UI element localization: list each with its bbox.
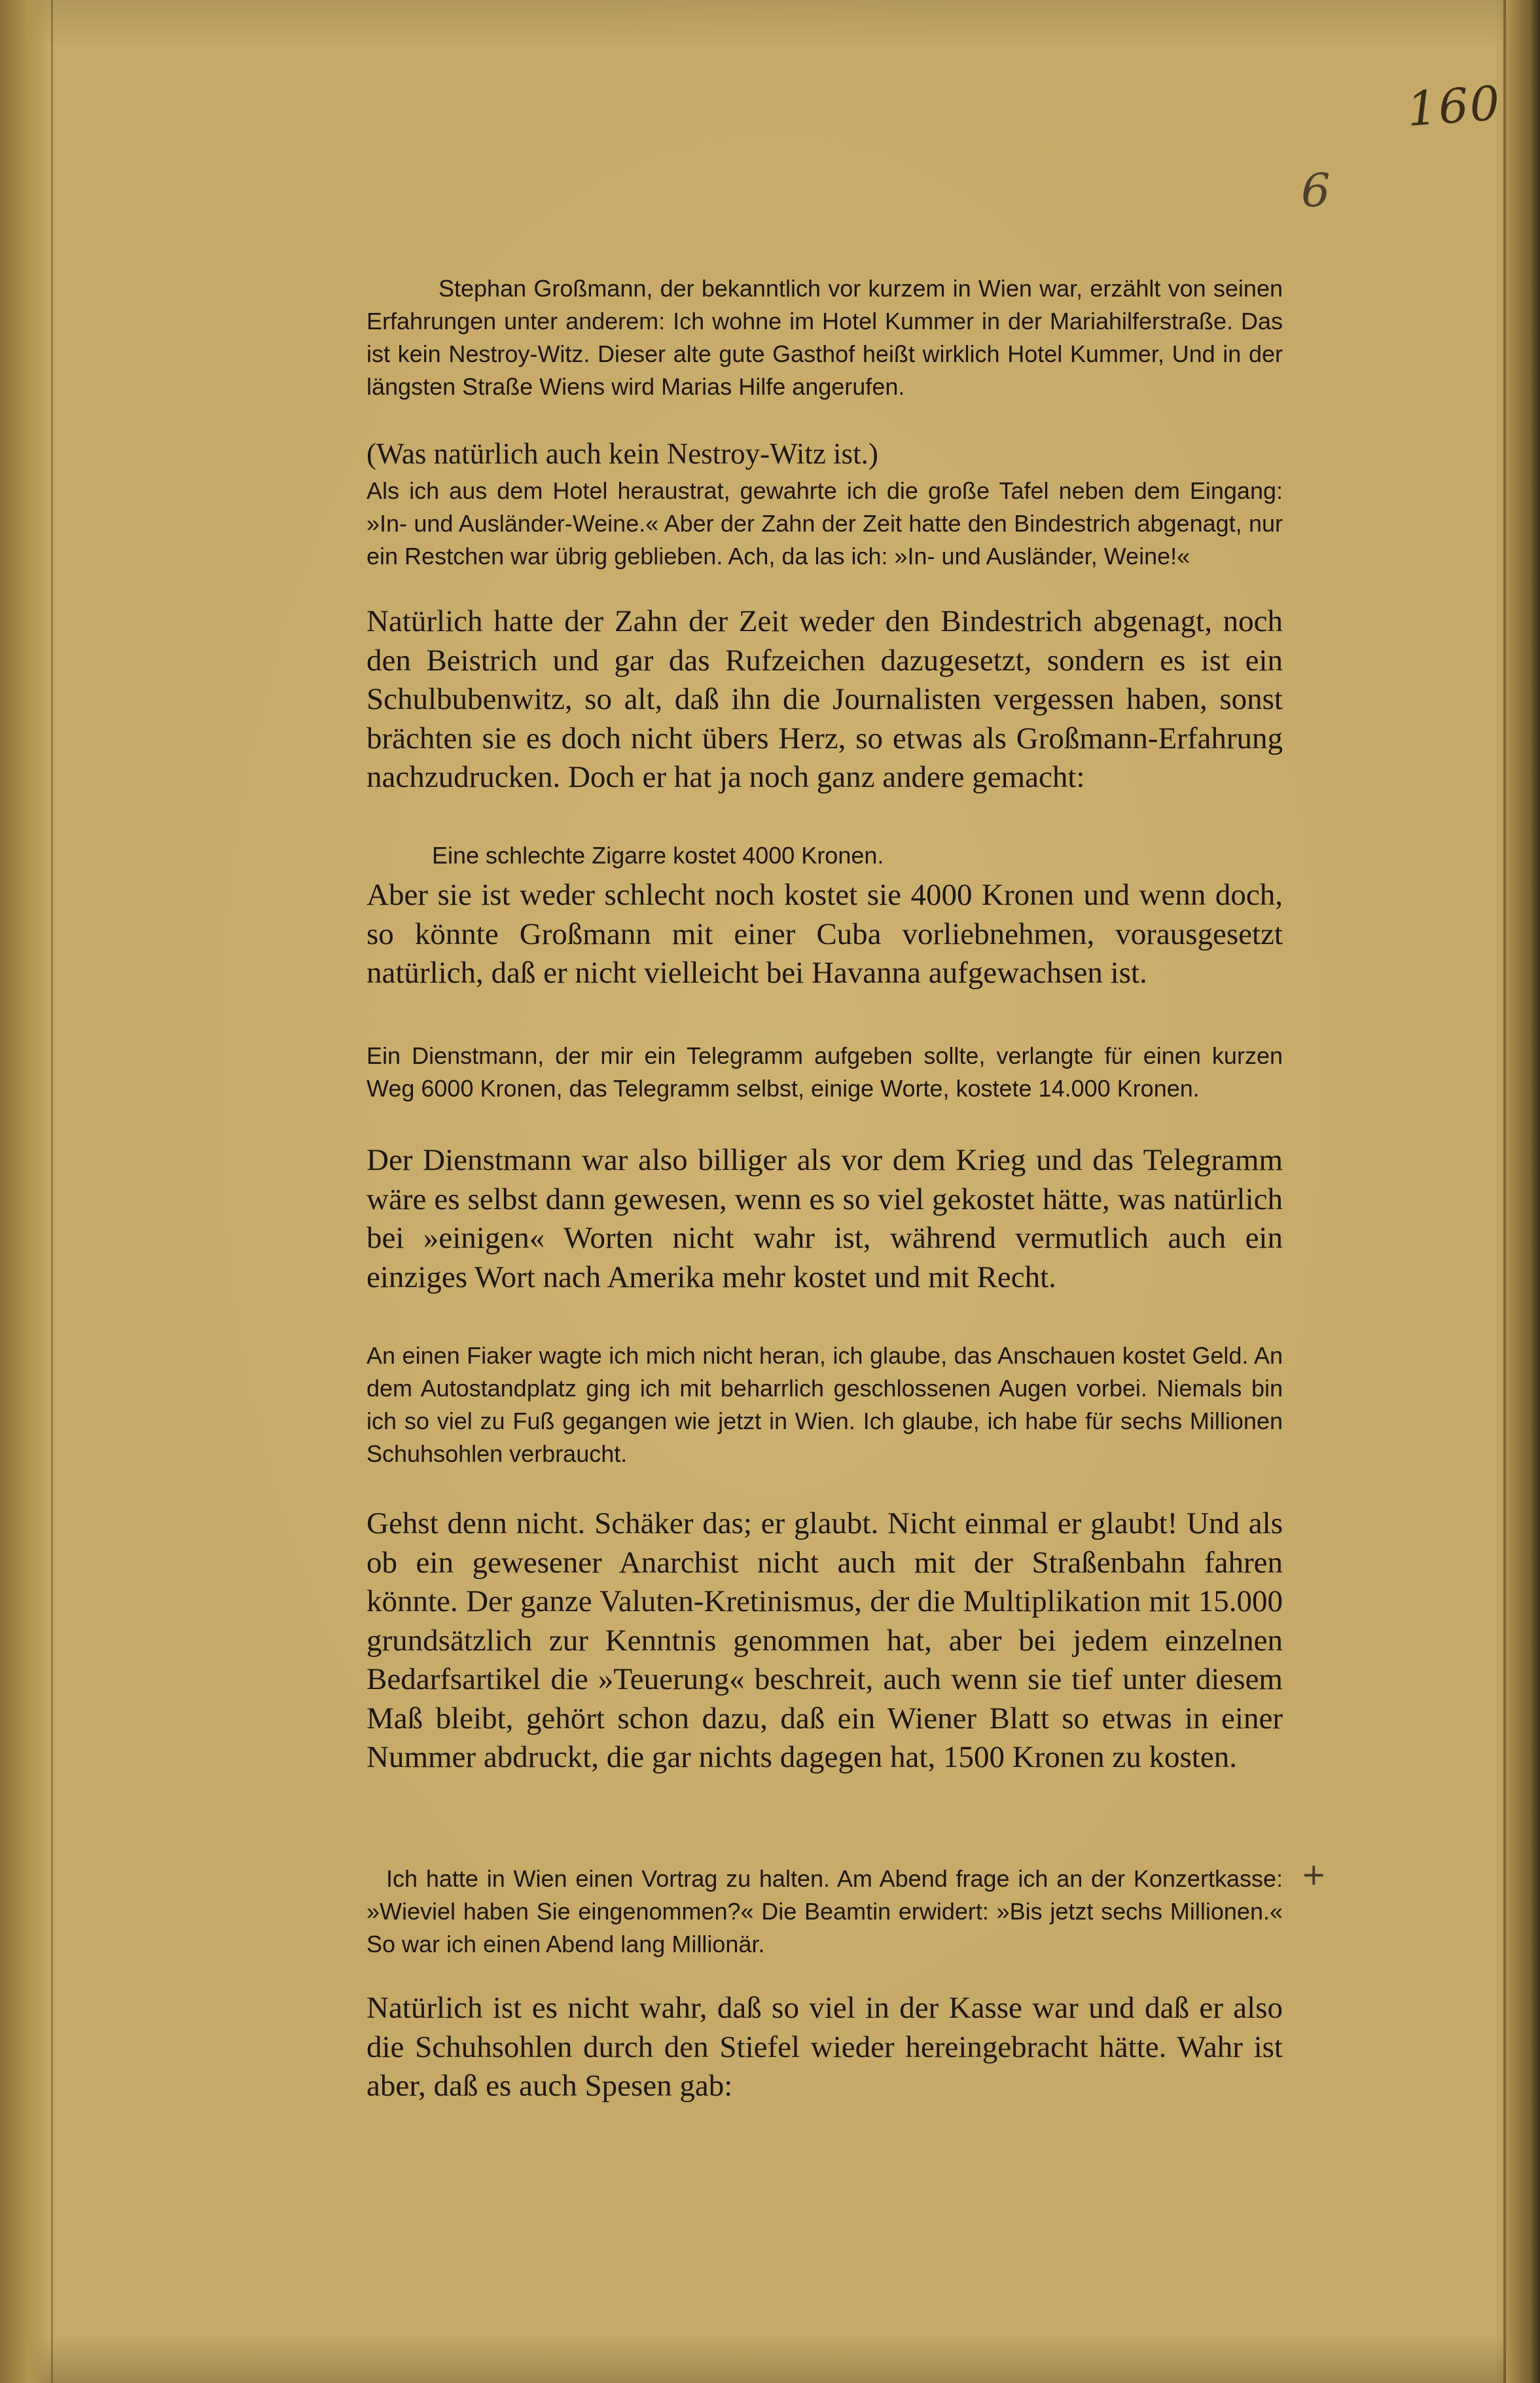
paragraph-3: Als ich aus dem Hotel heraustrat, gewahrte ich die große Tafel neben dem Eingang: »In- und Ausländer-Weine.« Aber der Zahn der Zeit hatte den Bindestrich abgenagt, nur ein Restchen war übrig geblieben. Ach, da las ich: »In- und Ausländer, Weine!« bbox=[367, 477, 1283, 570]
handwritten-page-number: 160 bbox=[1405, 75, 1503, 137]
paragraph-7: Ein Dienstmann, der mir ein Telegramm aufgeben sollte, verlangte für einen kurzen Weg 6000 Kronen, das Telegramm selbst, einige Worte, kostete 14.000 Kronen. bbox=[367, 1042, 1283, 1102]
paragraph-8: Der Dienstmann war also billiger als vor dem Krieg und das Telegramm wäre es selbst dann gewesen, wenn es so viel gekostet hätte, was natürlich bei »einigen« Worten nicht wahr ist, während vermutlich auch ein einziges Wort nach Amerika mehr kostet und mit Recht. bbox=[367, 1143, 1283, 1294]
page-edge-line bbox=[1503, 0, 1506, 2383]
binding-spine bbox=[0, 0, 51, 2383]
paragraph-6: Aber sie ist weder schlecht noch kostet sie 4000 Kronen und wenn doch, so könnte Großmann mit einer Cuba vorliebnehmen, vorausgesetzt natürlich, daß er nicht vielleicht bei Havanna aufgewachsen ist. bbox=[367, 878, 1283, 990]
paragraph-1: Stephan Großmann, der bekanntlich vor kurzem in Wien war, erzählt von seinen Erfahrungen unter anderem: Ich wohne im Hotel Kummer in der Mariahilferstraße. Das ist kein Nestroy-Witz. Dieser alte gute Gasthof heißt wirklich Hotel Kummer, Und in der längsten Straße Wiens wird Marias Hilfe angerufen. bbox=[367, 275, 1283, 400]
paragraph-5: Eine schlechte Zigarre kostet 4000 Kronen. bbox=[432, 842, 884, 869]
paragraph-9: An einen Fiaker wagte ich mich nicht heran, ich glaube, das Anschauen kostet Geld. An dem Autostandplatz ging ich mit beharrlich geschlossenen Augen vorbei. Niemals bin ich so viel zu Fuß gegangen wie jetzt in Wien. Ich glaube, ich habe für sechs Millionen Schuhsohlen verbraucht. bbox=[367, 1342, 1283, 1467]
pencil-mark: 6 bbox=[1301, 164, 1331, 217]
page-edge-shadow bbox=[1506, 0, 1540, 2383]
paragraph-12: Natürlich ist es nicht wahr, daß so viel in der Kasse war und daß er also die Schuhsohlen durch den Stiefel wieder hereingebracht hätte. Wahr ist aber, daß es auch Spesen gab: bbox=[367, 1991, 1283, 2103]
margin-plus-mark: + bbox=[1301, 1857, 1327, 1892]
paragraph-10: Gehst denn nicht. Schäker das; er glaubt. Nicht einmal er glaubt! Und als ob ein gewesener Anarchist nicht auch mit der Straßenbahn fahren könnte. Der ganze Valuten-Kretinismus, der die Multiplikation mit 15.000 grundsätzlich zur Kenntnis genommen hat, aber bei jedem einzelnen Bedarfsartikel die »Teuerung« beschreit, auch wenn sie tief unter diesem Maß bleibt, gehört schon dazu, daß ein Wiener Blatt so etwas in einer Nummer abdruckt, die gar nichts dagegen hat, 1500 Kronen zu kosten. bbox=[367, 1506, 1283, 1774]
paragraph-4: Natürlich hatte der Zahn der Zeit weder den Bindestrich abgenagt, noch den Beistrich und gar das Rufzeichen dazugesetzt, sondern es ist ein Schulbubenwitz, so alt, daß ihn die Journalisten vergessen haben, sonst brächten sie es doch nicht übers Herz, so etwas als Großmann-Erfahrung nachzudrucken. Doch er hat ja noch ganz andere gemacht: bbox=[367, 604, 1283, 794]
paragraph-2: (Was natürlich auch kein Nestroy-Witz ist.) bbox=[367, 437, 878, 470]
paragraph-11: Ich hatte in Wien einen Vortrag zu halten. Am Abend frage ich an der Konzertkasse: »Wieviel haben Sie eingenommen?« Die Beamtin erwidert: »Bis jetzt sechs Millionen.« So war ich einen Abend lang Millionär. bbox=[367, 1865, 1283, 1957]
binding-fold-line bbox=[51, 0, 53, 2383]
